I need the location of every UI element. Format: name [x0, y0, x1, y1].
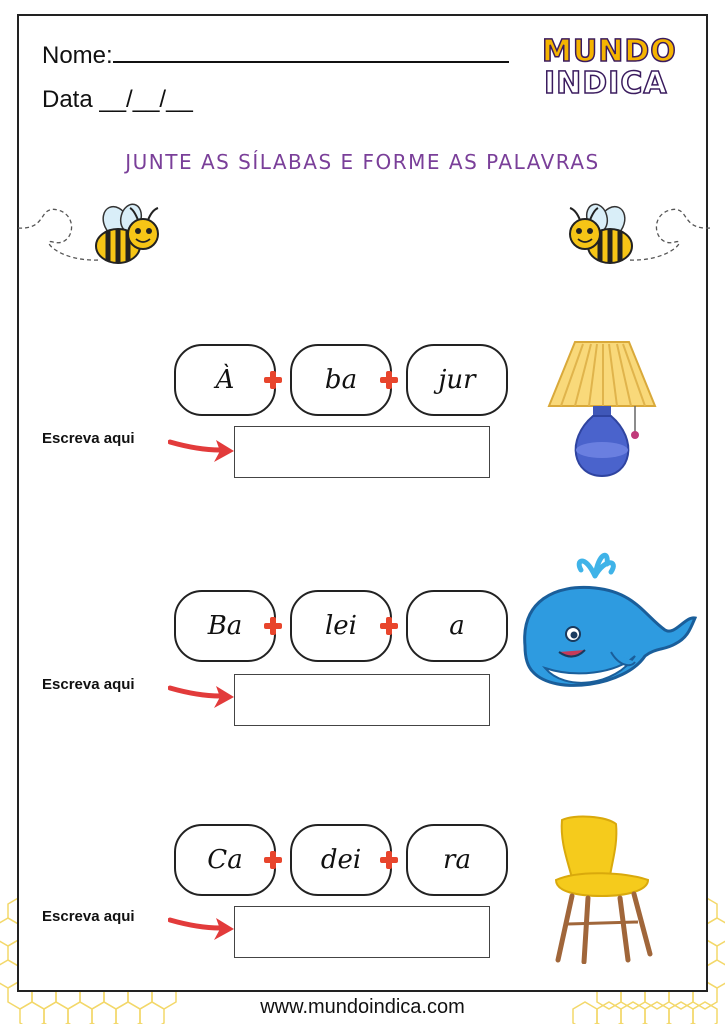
name-line[interactable]: [113, 61, 509, 63]
date-label: Data __/__/__: [42, 86, 193, 113]
syllable-box: ba: [290, 344, 392, 416]
name-label: Nome:: [42, 42, 113, 69]
arrow-right-icon: [168, 682, 236, 712]
name-field[interactable]: [42, 42, 509, 70]
syllable-box: ra: [406, 824, 508, 896]
plus-icon: [380, 851, 398, 869]
whale-image: [515, 546, 700, 706]
arrow-right-icon: [168, 436, 236, 466]
plus-icon: [264, 617, 282, 635]
answer-box[interactable]: [234, 906, 490, 958]
plus-icon: [264, 371, 282, 389]
answer-box[interactable]: [234, 674, 490, 726]
chair-image: [548, 814, 658, 964]
website-url: www.mundoindica.com: [260, 996, 465, 1018]
write-here-label: Escreva aqui: [42, 430, 135, 447]
bee-right-icon: [560, 200, 710, 275]
mundo-indica-logo: [540, 34, 700, 104]
bee-left-icon: [18, 200, 168, 275]
arrow-right-icon: [168, 914, 236, 944]
syllable-box: jur: [406, 344, 508, 416]
syllable-box: Ca: [174, 824, 276, 896]
page-title: JUNTE AS SÍLABAS E FORME AS PALAVRAS: [125, 150, 600, 174]
syllable-box: Ba: [174, 590, 276, 662]
date-field[interactable]: [42, 86, 193, 114]
syllable-box: a: [406, 590, 508, 662]
lamp-image: [545, 340, 660, 480]
write-here-label: Escreva aqui: [42, 676, 135, 693]
plus-icon: [380, 371, 398, 389]
syllable-box: dei: [290, 824, 392, 896]
exercise-1: [0, 340, 725, 500]
exercise-2: [0, 586, 725, 746]
answer-box[interactable]: [234, 426, 490, 478]
exercise-3: [0, 820, 725, 980]
syllable-box: À: [174, 344, 276, 416]
plus-icon: [380, 617, 398, 635]
logo-word-1: MUNDO: [542, 34, 677, 69]
plus-icon: [264, 851, 282, 869]
write-here-label: Escreva aqui: [42, 908, 135, 925]
syllable-box: lei: [290, 590, 392, 662]
logo-word-2: INDICA: [544, 66, 668, 101]
